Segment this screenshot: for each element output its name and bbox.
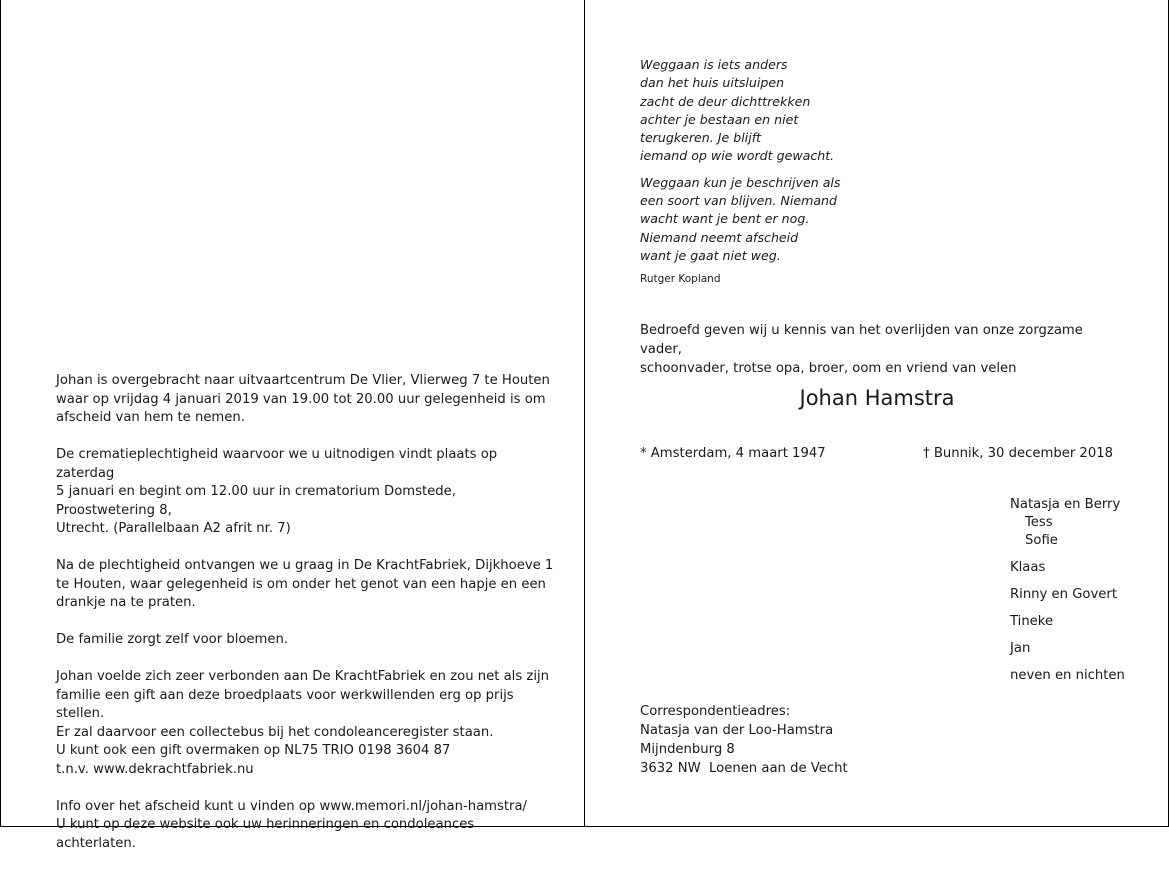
family-member: Natasja en Berry <box>1010 497 1121 512</box>
family-group <box>1010 496 1125 550</box>
fold-line <box>584 0 585 827</box>
family-list <box>1010 496 1125 694</box>
viewing-info: Johan is overgebracht naar uitvaartcentrum De Vlier, Vlierweg 7 te Houten waar op vrijdag 4 januari 2019 van 19.00 tot 20.00 uur gelegenheid is om afscheid van hem te nemen. <box>56 373 550 425</box>
ceremony-info: De crematieplechtigheid waarvoor we u uitnodigen vindt plaats op zaterdag 5 januari en begint om 12.00 uur in crematorium Domstede, Proostwetering 8, Utrecht. (Parallelbaan A2 afrit nr. 7) <box>56 447 498 536</box>
announcement-intro: Bedroefd geven wij u kennis van het overlijden van onze zorgzame vader, schoonvader, trotse opa, broer, oom en vriend van velen <box>640 323 1083 376</box>
family-member: Klaas <box>1010 560 1046 575</box>
correspondence-city: 3632 NW Loenen aan de Vecht <box>640 761 848 776</box>
poem-author: Rutger Kopland <box>640 273 721 285</box>
page-border-left <box>0 0 1 827</box>
left-page-text <box>56 372 556 872</box>
family-member: Jan <box>1010 641 1031 656</box>
correspondence-name: Natasja van der Loo-Hamstra <box>640 723 834 738</box>
poem <box>640 56 940 273</box>
deceased-name: Johan Hamstra <box>799 386 955 410</box>
family-member: Rinny en Govert <box>1010 587 1118 602</box>
website-info: Info over het afscheid kunt u vinden op www.memori.nl/johan-hamstra/ U kunt op deze website ook uw herinneringen en condoleances achterlaten. <box>56 798 527 851</box>
family-member: neven en nichten <box>1010 668 1125 683</box>
correspondence-street: Mijndenburg 8 <box>640 742 735 757</box>
poem-stanza-2: Weggaan kun je beschrijven als een soort van blijven. Niemand wacht want je bent er nog. Niemand neemt afscheid want je gaat niet weg. <box>640 174 841 263</box>
correspondence-address <box>640 702 848 778</box>
grandchild: Sofie <box>1025 533 1058 548</box>
donation-info: Johan voelde zich zeer verbonden aan De KrachtFabriek en zou net als zijn familie een gift aan deze broedplaats voor werkwillenden erg op prijs stellen. Er zal daarvoor een collectebus bij het condoleanceregister staan. U kunt ook een gift overmaken op NL75 TRIO 0198 3604 87 t.n.v. www.dekrachtfabriek.nu <box>56 669 550 777</box>
correspondence-label: Correspondentieadres: <box>640 704 791 719</box>
grandchild: Tess <box>1025 515 1053 530</box>
death-info: † Bunnik, 30 december 2018 <box>923 446 1113 461</box>
flowers-info: De familie zorgt zelf voor bloemen. <box>56 632 289 647</box>
reception-info: Na de plechtigheid ontvangen we u graag in De KrachtFabriek, Dijkhoeve 1 te Houten, waar gelegenheid is om onder het genot van een hapje en een drankje na te praten. <box>56 558 554 610</box>
birth-info: * Amsterdam, 4 maart 1947 <box>640 446 826 461</box>
poem-stanza-1: Weggaan is iets anders dan het huis uitsluipen zacht de deur dichttrekken achter je bestaan en niet terugkeren. Je blijft iemand op wie wordt gewacht. <box>640 57 835 164</box>
family-member: Tineke <box>1010 614 1054 629</box>
